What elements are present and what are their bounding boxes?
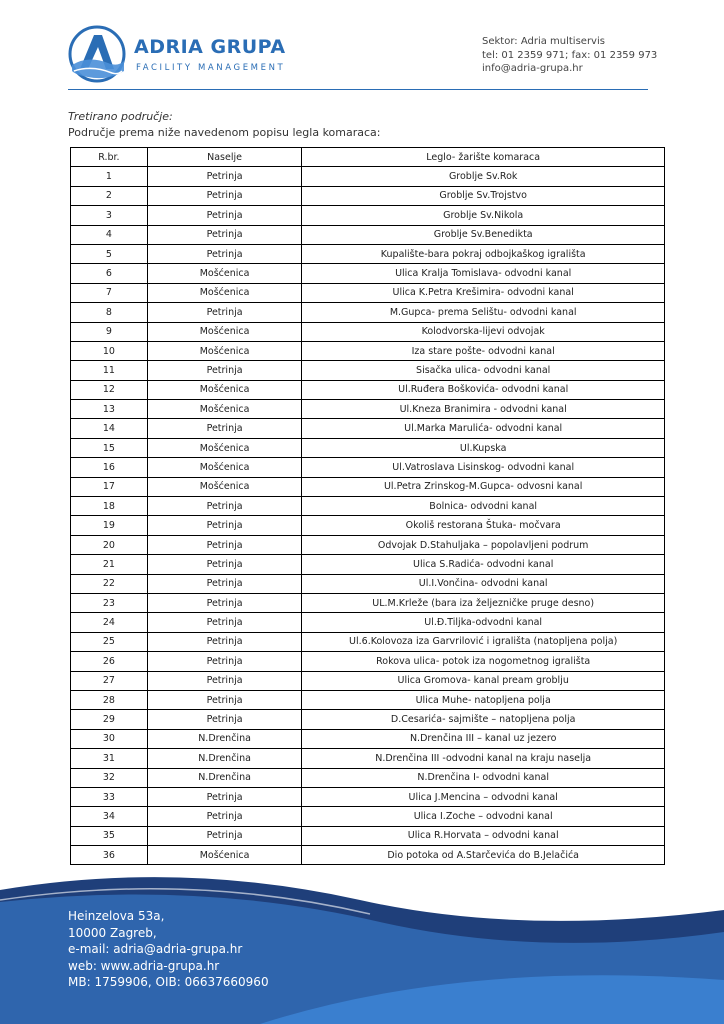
- cell-settlement: Mošćenica: [147, 322, 302, 341]
- footer-ids: MB: 1759906, OIB: 06637660960: [68, 975, 269, 989]
- cell-number: 15: [71, 438, 148, 457]
- cell-site: Kupalište-bara pokraj odbojkaškog igrališta: [302, 244, 665, 263]
- cell-settlement: N.Drenčina: [147, 729, 302, 748]
- table-row: [71, 787, 665, 806]
- cell-number: 17: [71, 477, 148, 496]
- cell-number: 24: [71, 613, 148, 632]
- cell-site: Ul.I.Vončina- odvodni kanal: [302, 574, 665, 593]
- cell-number: 12: [71, 380, 148, 399]
- table-row: [71, 768, 665, 787]
- table-row: [71, 458, 665, 477]
- cell-number: 31: [71, 749, 148, 768]
- table-row: [71, 419, 665, 438]
- table-row: [71, 380, 665, 399]
- cell-settlement: Petrinja: [147, 186, 302, 205]
- cell-site: Okoliš restorana Štuka- močvara: [302, 516, 665, 535]
- cell-settlement: Petrinja: [147, 593, 302, 612]
- table-row: [71, 555, 665, 574]
- table-row: [71, 690, 665, 709]
- letterhead: [0, 0, 724, 100]
- cell-settlement: Petrinja: [147, 361, 302, 380]
- cell-site: M.Gupca- prema Selištu- odvodni kanal: [302, 303, 665, 322]
- cell-settlement: Petrinja: [147, 574, 302, 593]
- cell-settlement: Petrinja: [147, 632, 302, 651]
- adria-logo-icon: [68, 25, 126, 83]
- cell-site: D.Cesarića- sajmište – natopljena polja: [302, 710, 665, 729]
- footer-street: Heinzelova 53a,: [68, 909, 165, 923]
- table-row: [71, 244, 665, 263]
- cell-settlement: Mošćenica: [147, 846, 302, 865]
- cell-number: 28: [71, 690, 148, 709]
- cell-settlement: Petrinja: [147, 710, 302, 729]
- column-header-settlement: Naselje: [147, 148, 302, 167]
- cell-site: N.Drenčina III -odvodni kanal na kraju naselja: [302, 749, 665, 768]
- cell-site: Ulica Gromova- kanal pream groblju: [302, 671, 665, 690]
- cell-settlement: Mošćenica: [147, 341, 302, 360]
- cell-number: 23: [71, 593, 148, 612]
- table-row: [71, 322, 665, 341]
- contact-phone: tel: 01 2359 971; fax: 01 2359 973: [482, 49, 658, 61]
- cell-settlement: N.Drenčina: [147, 768, 302, 787]
- cell-number: 32: [71, 768, 148, 787]
- cell-number: 9: [71, 322, 148, 341]
- intro: [68, 109, 381, 141]
- cell-settlement: Petrinja: [147, 613, 302, 632]
- footer-city: 10000 Zagreb,: [68, 925, 157, 940]
- cell-number: 18: [71, 497, 148, 516]
- cell-number: 1: [71, 167, 148, 186]
- cell-settlement: Petrinja: [147, 652, 302, 671]
- cell-settlement: Petrinja: [147, 787, 302, 806]
- cell-site: Ul.Kupska: [302, 438, 665, 457]
- cell-number: 30: [71, 729, 148, 748]
- table-row: [71, 710, 665, 729]
- cell-site: Groblje Sv.Trojstvo: [302, 186, 665, 205]
- brand-tagline: FACILITY MANAGEMENT: [136, 63, 286, 73]
- cell-number: 4: [71, 225, 148, 244]
- cell-settlement: Petrinja: [147, 244, 302, 263]
- cell-number: 14: [71, 419, 148, 438]
- cell-site: Ul.Kneza Branimira - odvodni kanal: [302, 400, 665, 419]
- cell-settlement: Petrinja: [147, 535, 302, 554]
- cell-site: Dio potoka od A.Starčevića do B.Jelačića: [302, 846, 665, 865]
- cell-number: 29: [71, 710, 148, 729]
- cell-number: 2: [71, 186, 148, 205]
- table-row: [71, 826, 665, 845]
- table-row: [71, 846, 665, 865]
- cell-number: 19: [71, 516, 148, 535]
- footer-address: [68, 908, 269, 991]
- cell-number: 35: [71, 826, 148, 845]
- table-row: [71, 400, 665, 419]
- cell-site: Groblje Sv.Benedikta: [302, 225, 665, 244]
- cell-site: Ulica Muhe- natopljena polja: [302, 690, 665, 709]
- cell-site: Kolodvorska-lijevi odvojak: [302, 322, 665, 341]
- cell-number: 22: [71, 574, 148, 593]
- cell-site: Groblje Sv.Rok: [302, 167, 665, 186]
- cell-settlement: Petrinja: [147, 826, 302, 845]
- table-header-row: [71, 148, 665, 167]
- table-row: [71, 729, 665, 748]
- cell-settlement: Mošćenica: [147, 264, 302, 283]
- cell-number: 27: [71, 671, 148, 690]
- table-row: [71, 613, 665, 632]
- cell-site: Ul.Đ.Tiljka-odvodni kanal: [302, 613, 665, 632]
- cell-number: 6: [71, 264, 148, 283]
- cell-settlement: Petrinja: [147, 690, 302, 709]
- cell-site: Odvojak D.Stahuljaka – popolavljeni podrum: [302, 535, 665, 554]
- table-row: [71, 535, 665, 554]
- table-row: [71, 438, 665, 457]
- footer-web[interactable]: web: www.adria-grupa.hr: [68, 958, 220, 973]
- cell-number: 7: [71, 283, 148, 302]
- footer-email[interactable]: e-mail: adria@adria-grupa.hr: [68, 942, 243, 956]
- table-row: [71, 807, 665, 826]
- cell-site: N.Drenčina I- odvodni kanal: [302, 768, 665, 787]
- table-row: [71, 497, 665, 516]
- cell-site: Ulica Kralja Tomislava- odvodni kanal: [302, 264, 665, 283]
- cell-number: 11: [71, 361, 148, 380]
- table-row: [71, 283, 665, 302]
- cell-settlement: Petrinja: [147, 167, 302, 186]
- cell-settlement: Petrinja: [147, 303, 302, 322]
- cell-settlement: Petrinja: [147, 225, 302, 244]
- cell-number: 5: [71, 244, 148, 263]
- column-header-site: Leglo- žarište komaraca: [302, 148, 665, 167]
- cell-site: Iza stare pošte- odvodni kanal: [302, 341, 665, 360]
- cell-site: N.Drenčina III – kanal uz jezero: [302, 729, 665, 748]
- cell-number: 33: [71, 787, 148, 806]
- cell-site: Bolnica- odvodni kanal: [302, 497, 665, 516]
- cell-site: Groblje Sv.Nikola: [302, 206, 665, 225]
- table-row: [71, 652, 665, 671]
- cell-number: 13: [71, 400, 148, 419]
- table-row: [71, 516, 665, 535]
- cell-site: Sisačka ulica- odvodni kanal: [302, 361, 665, 380]
- contact-sector: Sektor: Adria multiservis: [482, 36, 605, 47]
- cell-settlement: Mošćenica: [147, 477, 302, 496]
- cell-number: 21: [71, 555, 148, 574]
- cell-settlement: Petrinja: [147, 206, 302, 225]
- contact-block: [482, 35, 657, 76]
- cell-settlement: Petrinja: [147, 516, 302, 535]
- cell-settlement: Petrinja: [147, 807, 302, 826]
- table-row: [71, 206, 665, 225]
- cell-site: Ul.6.Kolovoza iza Garvrilović i igrališta (natopljena polja): [302, 632, 665, 651]
- cell-settlement: Mošćenica: [147, 438, 302, 457]
- table-row: [71, 167, 665, 186]
- table-row: [71, 477, 665, 496]
- column-header-number: R.br.: [71, 148, 148, 167]
- table-row: [71, 593, 665, 612]
- cell-number: 20: [71, 535, 148, 554]
- cell-number: 34: [71, 807, 148, 826]
- cell-site: Ulica J.Mencina – odvodni kanal: [302, 787, 665, 806]
- cell-settlement: Mošćenica: [147, 400, 302, 419]
- cell-site: Ulica S.Radića- odvodni kanal: [302, 555, 665, 574]
- cell-site: Ul.Ruđera Boškovića- odvodni kanal: [302, 380, 665, 399]
- cell-site: Ulica R.Horvata – odvodni kanal: [302, 826, 665, 845]
- table-row: [71, 632, 665, 651]
- cell-settlement: Petrinja: [147, 497, 302, 516]
- cell-site: Ul.Petra Zrinskog-M.Gupca- odvosni kanal: [302, 477, 665, 496]
- table-row: [71, 303, 665, 322]
- cell-settlement: Mošćenica: [147, 283, 302, 302]
- cell-site: Ul.Marka Marulića- odvodni kanal: [302, 419, 665, 438]
- cell-site: Ulica K.Petra Krešimira- odvodni kanal: [302, 283, 665, 302]
- table-row: [71, 361, 665, 380]
- cell-site: Rokova ulica- potok iza nogometnog igrališta: [302, 652, 665, 671]
- cell-settlement: Petrinja: [147, 671, 302, 690]
- intro-text: Područje prema niže navedenom popisu legla komaraca:: [68, 126, 381, 139]
- table-row: [71, 341, 665, 360]
- cell-settlement: N.Drenčina: [147, 749, 302, 768]
- cell-number: 8: [71, 303, 148, 322]
- table-row: [71, 671, 665, 690]
- cell-number: 36: [71, 846, 148, 865]
- brand-name: ADRIA GRUPA: [134, 36, 286, 58]
- table-row: [71, 225, 665, 244]
- cell-settlement: Mošćenica: [147, 458, 302, 477]
- cell-number: 10: [71, 341, 148, 360]
- cell-number: 26: [71, 652, 148, 671]
- cell-settlement: Mošćenica: [147, 380, 302, 399]
- cell-site: Ul.Vatroslava Lisinskog- odvodni kanal: [302, 458, 665, 477]
- cell-settlement: Petrinja: [147, 419, 302, 438]
- table-row: [71, 749, 665, 768]
- footer: [0, 870, 724, 1024]
- table-body: [71, 167, 665, 865]
- table-row: [71, 574, 665, 593]
- table-row: [71, 186, 665, 205]
- cell-number: 25: [71, 632, 148, 651]
- cell-number: 3: [71, 206, 148, 225]
- table-row: [71, 264, 665, 283]
- cell-settlement: Petrinja: [147, 555, 302, 574]
- intro-subtitle: Tretirano područje:: [68, 110, 173, 123]
- cell-site: UL.M.Krleže (bara iza željezničke pruge desno): [302, 593, 665, 612]
- cell-site: Ulica I.Zoche – odvodni kanal: [302, 807, 665, 826]
- header-divider: [68, 89, 648, 90]
- contact-email[interactable]: info@adria-grupa.hr: [482, 63, 583, 74]
- cell-number: 16: [71, 458, 148, 477]
- mosquito-breeding-sites-table: [70, 147, 665, 865]
